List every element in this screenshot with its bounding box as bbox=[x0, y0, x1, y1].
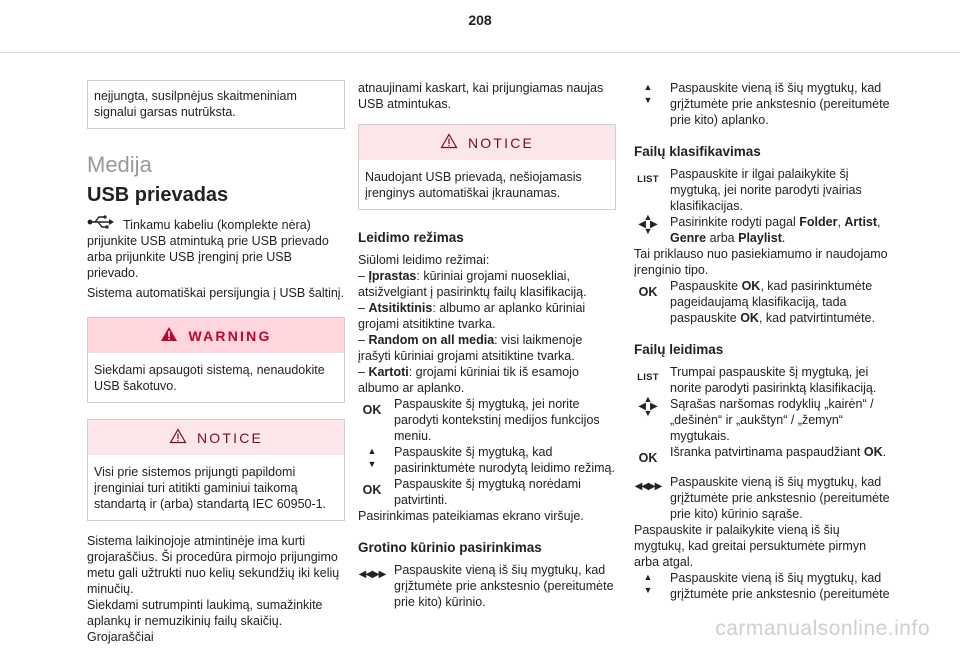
notice-header-2 bbox=[359, 125, 615, 160]
notice-title-2: NOTICE bbox=[467, 134, 535, 151]
play-mode-intro: Siūlomi leidimo režimai: bbox=[358, 253, 490, 267]
column-1 bbox=[87, 80, 345, 645]
list-row-2 bbox=[634, 364, 892, 396]
continuation-text-2: atnaujinami kaskart, kai prijungiamas naujas USB atmintukas. bbox=[358, 81, 604, 111]
four-arrows-row-2 bbox=[634, 396, 892, 444]
leftright-text-1: Paspauskite vieną iš šių mygtukų, kad grįžtumėte prie ankstesnio (pereitumėte prie kito) kūrinio. bbox=[394, 563, 614, 609]
notice-box bbox=[87, 419, 345, 521]
ok-icon: OK bbox=[638, 285, 658, 299]
updown-text-2: Paspauskite vieną iš šių mygtukų, kad grįžtumėte prie ankstesnio (pereitumėte prie kito) aplanko. bbox=[670, 81, 890, 127]
list-row-1 bbox=[634, 166, 892, 214]
navigation-text: Sąrašas naršomas rodyklių „kairėn“ / „dešinėn“ ir „aukštyn“ / „žemyn“ mygtukais. bbox=[670, 397, 874, 443]
list-text-2: Trumpai paspauskite šį mygtuką, jei norite parodyti pasirinktą klasifikaciją. bbox=[670, 365, 877, 395]
availability-text: Tai priklauso nuo pasiekiamumo ir naudojamo įrenginio tipo. bbox=[634, 247, 888, 277]
usb-title: USB prievadas bbox=[87, 184, 229, 206]
playlist-text: Sistema laikinojoje atmintinėje ima kurti grojaraščius. Ši procedūra pirmojo prijungimo metu gali užtrukti nuo kelių sekundžių iki kelių minučių. bbox=[87, 534, 340, 596]
ok-icon: OK bbox=[362, 403, 382, 417]
notice-body-2: Naudojant USB prievadą, nešiojamasis įrenginys automatiškai įkraunamas. bbox=[365, 170, 582, 200]
notice-triangle-icon bbox=[440, 133, 458, 152]
ok-row-4 bbox=[634, 444, 892, 466]
list-text-1: Paspauskite ir ilgai palaikykite šį mygtuką, jei norite parodyti įvairias klasifikacijas. bbox=[670, 167, 862, 213]
file-classification-title: Failų klasifikavimas bbox=[634, 144, 761, 159]
ok-text-3: Paspauskite OK, kad pasirinktumėte pageidaujamą klasifikaciją, tada paspauskite OK, kad patvirtintumėte. bbox=[670, 279, 875, 325]
ok-icon: OK bbox=[638, 451, 658, 465]
updown-text-3: Paspauskite vieną iš šių mygtukų, kad grįžtumėte prie ankstesnio (pereitumėte bbox=[670, 571, 890, 601]
notice-box-2 bbox=[358, 124, 616, 210]
continuation-box bbox=[87, 80, 345, 129]
play-mode-1: – Įprastas: kūriniai grojami nuosekliai, atsižvelgiant į pasirinktų failų klasifikaciją. bbox=[358, 269, 587, 299]
classification-options-text: Pasirinkite rodyti pagal Folder, Artist, Genre arba Playlist. bbox=[670, 215, 881, 245]
updown-row-1 bbox=[358, 444, 616, 476]
notice-header bbox=[88, 420, 344, 455]
warning-header bbox=[88, 318, 344, 353]
updown-row-2 bbox=[634, 80, 892, 128]
usb-text-2: Sistema automatiškai persijungia į USB šaltinį. bbox=[87, 286, 345, 300]
ok-row-1 bbox=[358, 396, 616, 444]
watermark: carmanualsonline.info bbox=[715, 617, 930, 640]
four-arrows-icon: ▲ ◀ ▶ ▼ bbox=[638, 394, 658, 418]
updown-text-1: Paspauskite šį mygtuką, kad pasirinktumėte nurodytą leidimo režimą. bbox=[394, 445, 615, 475]
play-mode-4: – Kartoti: grojami kūriniai tik iš esamojo albumo ar aplanko. bbox=[358, 365, 579, 395]
warning-box bbox=[87, 317, 345, 403]
usb-text: Tinkamu kabeliu (komplekte nėra) prijunkite USB atmintuką prie USB prievado arba prijunkite USB įrenginį prie USB prievado. bbox=[87, 218, 329, 280]
playlist-text-2: Siekdami sutrumpinti laukimą, sumažinkite aplankų ir nemuzikinių failų skaičių. Grojaraščiai bbox=[87, 598, 323, 644]
leftright-row-2 bbox=[634, 474, 892, 522]
four-arrows-icon: ▲ ◀ ▶ ▼ bbox=[638, 212, 658, 236]
notice-title: NOTICE bbox=[196, 429, 264, 446]
updown-row-3 bbox=[634, 570, 892, 602]
four-arrows-row-1 bbox=[634, 214, 892, 246]
long-press-text: Paspauskite ir palaikykite vieną iš šių mygtukų, kad greitai persuktumėte pirmyn arba atgal. bbox=[634, 523, 867, 569]
notice-body: Visi prie sistemos prijungti papildomi įrenginiai turi atitikti gaminiui taikomą standartą ir (arba) standartą IEC 60950-1. bbox=[94, 465, 327, 511]
usb-icon bbox=[87, 215, 115, 233]
left-right-arrows-icon: ◀◀▶▶ bbox=[634, 481, 662, 492]
play-mode-title: Leidimo režimas bbox=[358, 230, 464, 245]
list-icon: LIST bbox=[637, 174, 659, 185]
list-icon: LIST bbox=[637, 372, 659, 383]
up-down-arrows-icon: ▲ ▼ bbox=[367, 446, 377, 469]
ok-row-2 bbox=[358, 476, 616, 508]
file-playback-title: Failų leidimas bbox=[634, 342, 724, 357]
left-right-arrows-icon: ◀◀▶▶ bbox=[358, 569, 386, 580]
ok-text-1: Paspauskite šį mygtuką, jei norite parodyti kontekstinį medijos funkcijos meniu. bbox=[394, 397, 600, 443]
warning-body: Siekdami apsaugoti sistemą, nenaudokite USB šakotuvo. bbox=[94, 363, 325, 393]
leftright-text-2: Paspauskite vieną iš šių mygtukų, kad grįžtumėte prie ankstesnio (pereitumėte prie kito) kūrinio sąraše. bbox=[670, 475, 890, 521]
warning-triangle-icon bbox=[160, 326, 178, 345]
leftright-row-1 bbox=[358, 562, 616, 610]
up-down-arrows-icon: ▲ ▼ bbox=[643, 572, 653, 595]
continuation-text: neįjungta, susilpnėjus skaitmeniniam signalui garsas nutrūksta. bbox=[94, 89, 297, 119]
ok-text-2: Paspauskite šį mygtuką norėdami patvirtinti. bbox=[394, 477, 581, 507]
top-rule bbox=[0, 52, 960, 53]
ok-icon: OK bbox=[362, 483, 382, 497]
selection-note: Pasirinkimas pateikiamas ekrano viršuje. bbox=[358, 509, 584, 523]
column-3 bbox=[634, 80, 892, 602]
column-2 bbox=[358, 80, 616, 610]
section-title: Medija bbox=[87, 152, 152, 177]
ok-row-3 bbox=[634, 278, 892, 326]
page-number: 208 bbox=[468, 12, 492, 28]
up-down-arrows-icon: ▲ ▼ bbox=[643, 82, 653, 105]
notice-triangle-icon bbox=[169, 428, 187, 447]
play-mode-3: – Random on all media: visi laikmenoje įrašyti kūriniai grojami atsitiktine tvarka. bbox=[358, 333, 583, 363]
warning-title: WARNING bbox=[188, 327, 272, 344]
play-mode-2: – Atsitiktinis: albumo ar aplanko kūriniai grojami atsitiktine tvarka. bbox=[358, 301, 586, 331]
track-selection-title: Grotino kūrinio pasirinkimas bbox=[358, 540, 542, 555]
ok-text-4: Išranka patvirtinama paspaudžiant OK. bbox=[670, 445, 887, 459]
